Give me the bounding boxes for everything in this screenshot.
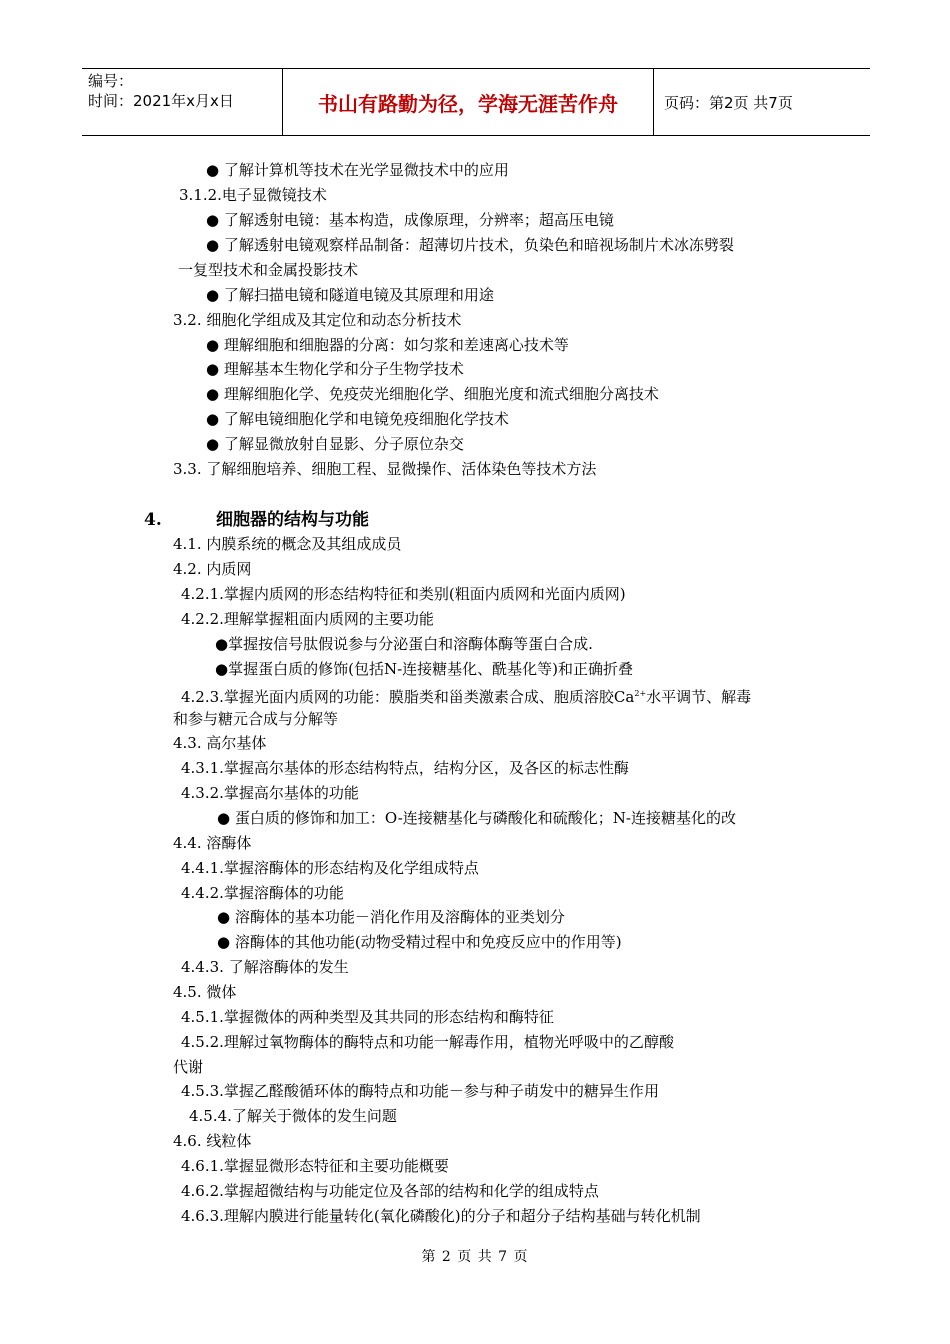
text-line: 4.4.3. 了解溶酶体的发生 [181,958,349,976]
section-heading-3-1-2: 3.1.2.电子显微镜技术 [179,186,327,204]
page-header [82,68,870,136]
text-line: ● 理解细胞化学、免疫荧光细胞化学、细胞光度和流式细胞分离技术 [206,385,659,403]
text-line: ● 溶酶体的其他功能(动物受精过程中和免疫反应中的作用等) [217,933,622,951]
text-line: ● 了解透射电镜观察样品制备：超薄切片技术，负染色和暗视场制片术冰冻劈裂 [206,236,734,254]
text-line: 4.5.4.了解关于微体的发生问题 [189,1107,397,1125]
header-meta [82,69,282,135]
text-line: ● 了解计算机等技术在光学显微技术中的应用 [206,161,509,179]
text-line: ● 了解电镜细胞化学和电镜免疫细胞化学技术 [206,410,509,428]
text-line: 一复型技术和金属投影技术 [178,261,359,279]
chapter-title: 细胞器的结构与功能 [216,510,369,530]
section-heading-4-4: 4.4. 溶酶体 [173,834,252,852]
text-line: 4.5.3.掌握乙醛酸循环体的酶特点和功能－参与种子萌发中的糖异生作用 [181,1082,659,1100]
text-line: 4.5.2.理解过氧物酶体的酶特点和功能一解毒作用，植物光呼吸中的乙醇酸 [181,1033,674,1051]
text-line: 4.6.3.理解内膜进行能量转化(氧化磷酸化)的分子和超分子结构基础与转化机制 [181,1207,701,1225]
text-line: ● 理解基本生物化学和分子生物学技术 [206,360,464,378]
header-page-label: 页码：第2页 共7页 [664,93,793,112]
text-line: 4.3.2.掌握高尔基体的功能 [181,784,359,802]
section-heading-4-1: 4.1. 内膜系统的概念及其组成成员 [173,535,402,553]
text-line: ●掌握蛋白质的修饰(包括N-连接糖基化、酰基化等)和正确折叠 [215,660,633,678]
section-heading-4-6: 4.6. 线粒体 [173,1132,252,1150]
section-heading-3-3: 3.3. 了解细胞培养、细胞工程、显微操作、活体染色等技术方法 [173,460,597,478]
chapter-number: 4. [144,510,162,530]
text-line: ● 了解扫描电镜和隧道电镜及其原理和用途 [206,286,494,304]
text-line: 4.6.2.掌握超微结构与功能定位及各部的结构和化学的组成特点 [181,1182,599,1200]
text-line: 4.4.2.掌握溶酶体的功能 [181,884,344,902]
section-heading-4-5: 4.5. 微体 [173,983,237,1001]
header-motto: 书山有路勤为径，学海无涯苦作舟 [282,69,654,135]
doc-time-label: 时间：2021年x月x日 [88,92,234,110]
text-segment: 水平调节、解毒 [646,688,752,706]
text-line: 代谢 [173,1058,204,1076]
section-heading-4-2: 4.2. 内质网 [173,560,252,578]
section-heading-3-2: 3.2. 细胞化学组成及其定位和动态分析技术 [173,311,462,329]
text-line: ● 溶酶体的基本功能－消化作用及溶酶体的亚类划分 [217,908,565,926]
text-line: ● 了解透射电镜：基本构造，成像原理，分辨率；超高压电镜 [206,211,614,229]
text-line: 4.2.2.理解掌握粗面内质网的主要功能 [181,610,434,628]
text-line: 4.4.1.掌握溶酶体的形态结构及化学组成特点 [181,859,479,877]
text-line: 4.3.1.掌握高尔基体的形态结构特点，结构分区，及各区的标志性酶 [181,759,629,777]
text-segment: 4.2.3.掌握光面内质网的功能：膜脂类和甾类激素合成、胞质溶胶Ca [181,688,635,706]
superscript: 2+ [634,689,647,698]
doc-number-label: 编号： [88,72,134,90]
text-line: 4.6.1.掌握显微形态特征和主要功能概要 [181,1157,449,1175]
text-line: ● 了解显微放射自显影、分子原位杂交 [206,435,464,453]
section-heading-4-3: 4.3. 高尔基体 [173,734,267,752]
text-line: 和参与糖元合成与分解等 [173,710,339,728]
text-line: ●掌握按信号肽假说参与分泌蛋白和溶酶体酶等蛋白合成. [215,635,593,653]
page-footer: 第 2 页 共 7 页 [421,1249,529,1265]
text-line: 4.2.1.掌握内质网的形态结构特征和类别(粗面内质网和光面内质网) [181,585,626,603]
text-line: ● 理解细胞和细胞器的分离：如匀浆和差速离心技术等 [206,336,569,354]
text-line: 4.5.1.掌握微体的两种类型及其共同的形态结构和酶特征 [181,1008,554,1026]
text-line: ● 蛋白质的修饰和加工：O-连接糖基化与磷酸化和硫酸化；N-连接糖基化的改 [217,809,736,827]
text-line [181,684,751,707]
